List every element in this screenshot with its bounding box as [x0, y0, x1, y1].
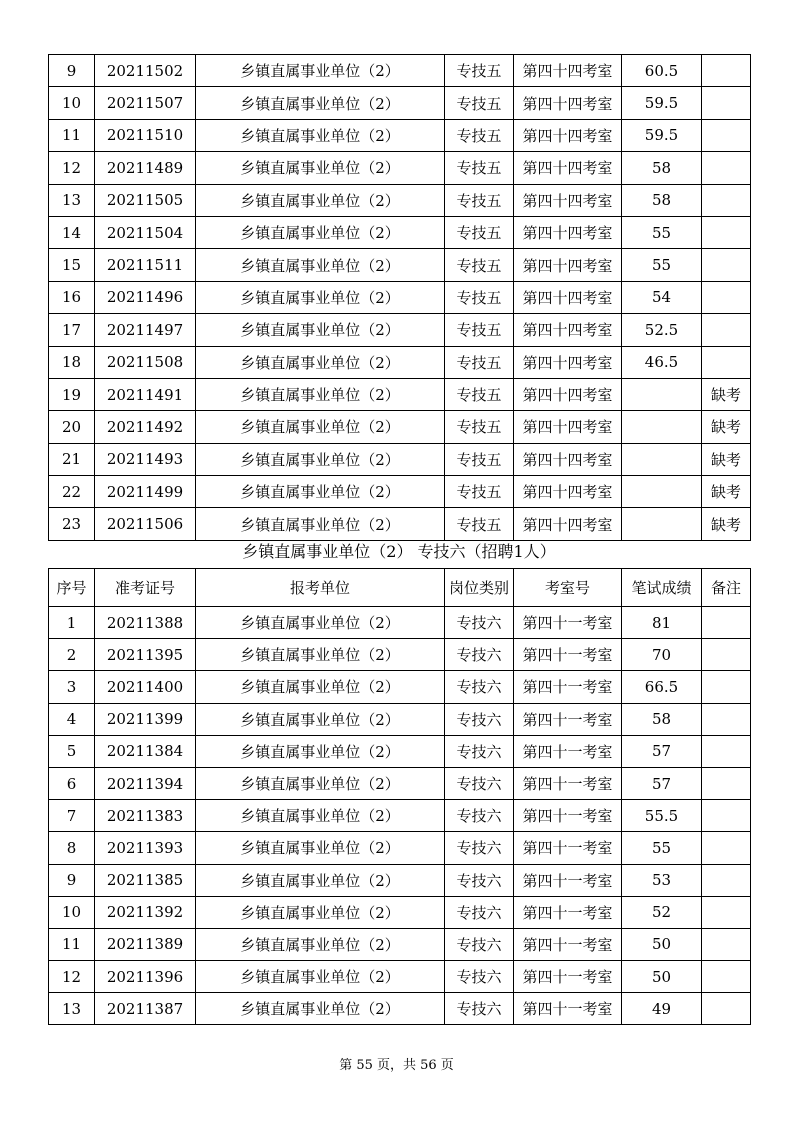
table-cell: 70: [622, 639, 702, 671]
table-cell: 第四十一考室: [514, 735, 622, 767]
table-cell: 50: [622, 961, 702, 993]
table-cell: [702, 607, 751, 639]
table-cell: [702, 119, 751, 151]
table-cell: 20211510: [95, 119, 196, 151]
table-cell: 乡镇直属事业单位（2）: [196, 961, 445, 993]
table-cell: 20211399: [95, 703, 196, 735]
header-cell: 考室号: [514, 569, 622, 607]
table-cell: 1: [49, 607, 95, 639]
table-cell: 10: [49, 87, 95, 119]
table-row: [49, 639, 751, 671]
table-cell: 乡镇直属事业单位（2）: [196, 119, 445, 151]
table-cell: 乡镇直属事业单位（2）: [196, 476, 445, 508]
table-row: [49, 864, 751, 896]
table-cell: 20211493: [95, 443, 196, 475]
table-cell: [702, 703, 751, 735]
table-cell: 第四十四考室: [514, 152, 622, 184]
table-row: [49, 216, 751, 248]
table-cell: 第四十一考室: [514, 671, 622, 703]
table-cell: 4: [49, 703, 95, 735]
table-cell: 乡镇直属事业单位（2）: [196, 314, 445, 346]
header-cell: 准考证号: [95, 569, 196, 607]
table-cell: 55: [622, 249, 702, 281]
table-cell: 20211502: [95, 55, 196, 87]
table-cell: 49: [622, 993, 702, 1025]
score-table-zhuanji5: [48, 54, 751, 541]
table-cell: [702, 281, 751, 313]
table-cell: 专技六: [445, 832, 514, 864]
table-cell: [702, 928, 751, 960]
table-cell: 第四十四考室: [514, 216, 622, 248]
table-row: [49, 443, 751, 475]
table-cell: 第四十一考室: [514, 639, 622, 671]
table-cell: 专技五: [445, 216, 514, 248]
table-cell: [702, 671, 751, 703]
table-cell: 22: [49, 476, 95, 508]
table-cell: 20211508: [95, 346, 196, 378]
table-cell: 58: [622, 184, 702, 216]
table-cell: 第四十一考室: [514, 864, 622, 896]
table-cell: 专技五: [445, 508, 514, 540]
table-cell: 20211400: [95, 671, 196, 703]
table-cell: 缺考: [702, 476, 751, 508]
table-cell: 20: [49, 411, 95, 443]
table-cell: 60.5: [622, 55, 702, 87]
table-cell: 乡镇直属事业单位（2）: [196, 443, 445, 475]
table-cell: 20211387: [95, 993, 196, 1025]
table-cell: 乡镇直属事业单位（2）: [196, 249, 445, 281]
table-cell: 乡镇直属事业单位（2）: [196, 55, 445, 87]
table-cell: 专技六: [445, 896, 514, 928]
table-cell: 57: [622, 767, 702, 799]
table-row: [49, 896, 751, 928]
table-cell: 53: [622, 864, 702, 896]
table-cell: 乡镇直属事业单位（2）: [196, 216, 445, 248]
table-cell: 20211392: [95, 896, 196, 928]
table-cell: [702, 993, 751, 1025]
table-cell: [622, 411, 702, 443]
table-cell: 52.5: [622, 314, 702, 346]
table-cell: 第四十一考室: [514, 607, 622, 639]
table-cell: [702, 800, 751, 832]
table-cell: 19: [49, 378, 95, 410]
table-cell: [702, 55, 751, 87]
table-cell: 乡镇直属事业单位（2）: [196, 800, 445, 832]
table-cell: [702, 184, 751, 216]
score-table-zhuanji6: [48, 568, 751, 1025]
table-cell: 乡镇直属事业单位（2）: [196, 832, 445, 864]
table-cell: 20211384: [95, 735, 196, 767]
table-cell: 58: [622, 703, 702, 735]
table-cell: 乡镇直属事业单位（2）: [196, 767, 445, 799]
table-cell: 20211506: [95, 508, 196, 540]
section-caption: 乡镇直属事业单位（2） 专技六（招聘1人）: [242, 542, 556, 561]
header-cell: 报考单位: [196, 569, 445, 607]
table-cell: 专技六: [445, 607, 514, 639]
table-cell: 专技六: [445, 735, 514, 767]
table-cell: 专技五: [445, 184, 514, 216]
table-row: [49, 184, 751, 216]
table-cell: [622, 378, 702, 410]
table-cell: 专技五: [445, 119, 514, 151]
table-cell: 第四十四考室: [514, 508, 622, 540]
table-cell: 5: [49, 735, 95, 767]
table-cell: 第四十一考室: [514, 896, 622, 928]
table-cell: 7: [49, 800, 95, 832]
table-cell: 20211395: [95, 639, 196, 671]
table-cell: 乡镇直属事业单位（2）: [196, 87, 445, 119]
table-cell: 乡镇直属事业单位（2）: [196, 735, 445, 767]
table-cell: [702, 896, 751, 928]
table-row: [49, 119, 751, 151]
table-row: [49, 961, 751, 993]
table-cell: [702, 216, 751, 248]
table-cell: 13: [49, 993, 95, 1025]
table-cell: 20211388: [95, 607, 196, 639]
table-cell: 20211497: [95, 314, 196, 346]
table-cell: 专技六: [445, 703, 514, 735]
table-cell: 20211496: [95, 281, 196, 313]
table-cell: 缺考: [702, 378, 751, 410]
table-row: [49, 55, 751, 87]
table-cell: 11: [49, 119, 95, 151]
table-cell: 专技五: [445, 314, 514, 346]
table-cell: [702, 735, 751, 767]
table-cell: 乡镇直属事业单位（2）: [196, 152, 445, 184]
table-cell: 46.5: [622, 346, 702, 378]
table-cell: 6: [49, 767, 95, 799]
table-cell: 23: [49, 508, 95, 540]
table-cell: 乡镇直属事业单位（2）: [196, 639, 445, 671]
table-cell: 第四十一考室: [514, 767, 622, 799]
header-cell: 备注: [702, 569, 751, 607]
table-cell: 20211499: [95, 476, 196, 508]
table-cell: 缺考: [702, 411, 751, 443]
table-cell: 10: [49, 896, 95, 928]
table-cell: 55.5: [622, 800, 702, 832]
table-cell: 乡镇直属事业单位（2）: [196, 993, 445, 1025]
table-row: [49, 607, 751, 639]
table-cell: 第四十四考室: [514, 346, 622, 378]
table-row: [49, 281, 751, 313]
table-cell: 专技五: [445, 281, 514, 313]
table-cell: 第四十四考室: [514, 476, 622, 508]
table-cell: 专技五: [445, 55, 514, 87]
table-cell: 20211394: [95, 767, 196, 799]
table-row: [49, 928, 751, 960]
table-cell: 第四十一考室: [514, 961, 622, 993]
table-cell: 乡镇直属事业单位（2）: [196, 896, 445, 928]
table-cell: 第四十一考室: [514, 928, 622, 960]
table-cell: 55: [622, 216, 702, 248]
table-cell: 66.5: [622, 671, 702, 703]
table-row: [49, 832, 751, 864]
table-cell: [702, 961, 751, 993]
table-row: [49, 993, 751, 1025]
table-cell: 乡镇直属事业单位（2）: [196, 184, 445, 216]
table-cell: 2: [49, 639, 95, 671]
table-cell: 15: [49, 249, 95, 281]
table-cell: 20211396: [95, 961, 196, 993]
table-cell: [622, 443, 702, 475]
table-cell: 12: [49, 152, 95, 184]
table-cell: 20211385: [95, 864, 196, 896]
table-cell: 第四十四考室: [514, 119, 622, 151]
table-cell: 专技五: [445, 476, 514, 508]
table-cell: 专技五: [445, 346, 514, 378]
header-cell: 岗位类别: [445, 569, 514, 607]
table-row: [49, 800, 751, 832]
table-cell: 专技五: [445, 411, 514, 443]
header-cell: 序号: [49, 569, 95, 607]
table-cell: 12: [49, 961, 95, 993]
table-cell: 乡镇直属事业单位（2）: [196, 671, 445, 703]
table-cell: 缺考: [702, 508, 751, 540]
table-cell: [702, 832, 751, 864]
table-row: [49, 152, 751, 184]
table-header-row: [49, 569, 751, 607]
table-cell: 第四十四考室: [514, 411, 622, 443]
table-cell: 专技五: [445, 443, 514, 475]
table-row: [49, 671, 751, 703]
table-cell: 乡镇直属事业单位（2）: [196, 346, 445, 378]
table-cell: 17: [49, 314, 95, 346]
table-cell: [702, 767, 751, 799]
table-cell: [702, 346, 751, 378]
table-cell: 58: [622, 152, 702, 184]
table-cell: 第四十四考室: [514, 281, 622, 313]
table-cell: 第四十四考室: [514, 87, 622, 119]
table-row: [49, 476, 751, 508]
table-cell: 9: [49, 55, 95, 87]
table-row: [49, 249, 751, 281]
table-cell: 第四十四考室: [514, 378, 622, 410]
table-cell: 20211393: [95, 832, 196, 864]
table-cell: 专技六: [445, 961, 514, 993]
table-cell: 20211489: [95, 152, 196, 184]
table-cell: 乡镇直属事业单位（2）: [196, 378, 445, 410]
table-cell: [702, 249, 751, 281]
table-cell: [702, 864, 751, 896]
table-cell: [622, 476, 702, 508]
table-cell: 专技六: [445, 800, 514, 832]
table-cell: 3: [49, 671, 95, 703]
table-cell: [702, 639, 751, 671]
table-cell: 81: [622, 607, 702, 639]
table-cell: 20211507: [95, 87, 196, 119]
table-cell: 20211383: [95, 800, 196, 832]
table-row: [49, 346, 751, 378]
table-cell: 第四十一考室: [514, 703, 622, 735]
table-row: [49, 508, 751, 540]
table-cell: 专技五: [445, 87, 514, 119]
table-cell: 专技六: [445, 928, 514, 960]
table-cell: 乡镇直属事业单位（2）: [196, 703, 445, 735]
table-cell: 专技六: [445, 864, 514, 896]
table-cell: 54: [622, 281, 702, 313]
table-cell: 8: [49, 832, 95, 864]
table-cell: 乡镇直属事业单位（2）: [196, 607, 445, 639]
table-cell: 18: [49, 346, 95, 378]
table-cell: 专技五: [445, 152, 514, 184]
table-cell: 专技六: [445, 993, 514, 1025]
table-cell: 20211491: [95, 378, 196, 410]
table-cell: 16: [49, 281, 95, 313]
table-cell: 乡镇直属事业单位（2）: [196, 411, 445, 443]
table-cell: 57: [622, 735, 702, 767]
header-cell: 笔试成绩: [622, 569, 702, 607]
table-cell: 14: [49, 216, 95, 248]
table-cell: 乡镇直属事业单位（2）: [196, 864, 445, 896]
table-cell: 9: [49, 864, 95, 896]
table-cell: 20211492: [95, 411, 196, 443]
table-cell: 20211505: [95, 184, 196, 216]
table-row: [49, 314, 751, 346]
table-cell: 第四十四考室: [514, 443, 622, 475]
table-row: [49, 703, 751, 735]
table-cell: 乡镇直属事业单位（2）: [196, 508, 445, 540]
table-row: [49, 378, 751, 410]
table-cell: 20211389: [95, 928, 196, 960]
table-cell: 乡镇直属事业单位（2）: [196, 281, 445, 313]
table-cell: 11: [49, 928, 95, 960]
table-cell: 50: [622, 928, 702, 960]
table-cell: [702, 152, 751, 184]
table-cell: 第四十一考室: [514, 993, 622, 1025]
table-cell: 第四十四考室: [514, 249, 622, 281]
table-cell: 专技五: [445, 378, 514, 410]
table-cell: [702, 314, 751, 346]
table-cell: 55: [622, 832, 702, 864]
table-row: [49, 411, 751, 443]
page-footer: 第 55 页，共 56 页: [339, 1058, 454, 1073]
table-cell: 20211511: [95, 249, 196, 281]
table-cell: 缺考: [702, 443, 751, 475]
table-cell: 第四十一考室: [514, 832, 622, 864]
table-cell: 59.5: [622, 87, 702, 119]
table-cell: 专技六: [445, 639, 514, 671]
table-cell: 第四十四考室: [514, 184, 622, 216]
table-row: [49, 767, 751, 799]
table-cell: 13: [49, 184, 95, 216]
table-row: [49, 87, 751, 119]
table-cell: 第四十四考室: [514, 314, 622, 346]
table-cell: [622, 508, 702, 540]
table-cell: 第四十一考室: [514, 800, 622, 832]
table-cell: 专技六: [445, 671, 514, 703]
table-row: [49, 735, 751, 767]
table-cell: 乡镇直属事业单位（2）: [196, 928, 445, 960]
table-cell: 52: [622, 896, 702, 928]
table-cell: [702, 87, 751, 119]
table-cell: 20211504: [95, 216, 196, 248]
table-cell: 59.5: [622, 119, 702, 151]
table-cell: 21: [49, 443, 95, 475]
table-cell: 专技五: [445, 249, 514, 281]
table-cell: 第四十四考室: [514, 55, 622, 87]
table-cell: 专技六: [445, 767, 514, 799]
